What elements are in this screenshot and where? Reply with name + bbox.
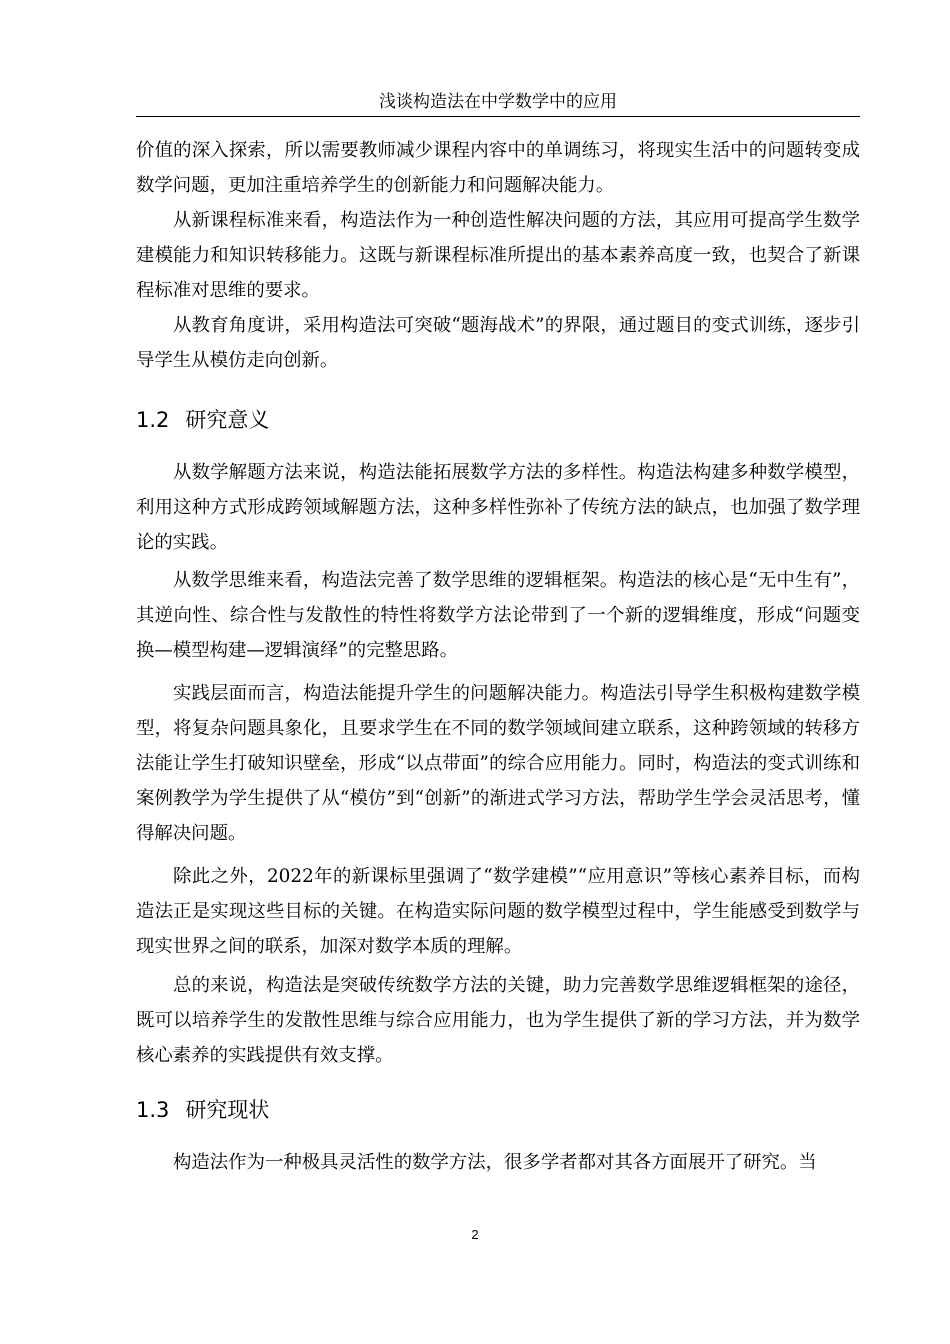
header-divider (136, 116, 860, 117)
paragraph-education-angle: 从教育角度讲，采用构造法可突破“题海战术”的界限，通过题目的变式训练，逐步引导学生从模仿走向创新。 (136, 315, 860, 371)
paragraph-continuation: 价值的深入探索，所以需要教师减少课程内容中的单调练习，将现实生活中的问题转变成数学问题，更加注重培养学生的创新能力和问题解决能力。 (136, 140, 860, 196)
section-number: 1.2 (136, 408, 170, 432)
section-heading-1-2 (136, 404, 860, 436)
page-number: 2 (471, 1227, 479, 1242)
paragraph-problem-solving-methods: 从数学解题方法来说，构造法能拓展数学方法的多样性。构造法构建多种数学模型，利用这种方式形成跨领域解题方法，这种多样性弥补了传统方法的缺点，也加强了数学理论的实践。 (136, 462, 860, 553)
section-heading-1-3 (136, 1094, 860, 1126)
section-title: 研究意义 (185, 408, 270, 432)
paragraph-summary: 总的来说，构造法是突破传统数学方法的关键，助力完善数学思维逻辑框架的途径，既可以培养学生的发散性思维与综合应用能力，也为学生提供了新的学习方法，并为数学核心素养的实践提供有效支撑。 (136, 975, 860, 1066)
paragraph-research-status: 构造法作为一种极具灵活性的数学方法，很多学者都对其各方面展开了研究。当 (173, 1152, 817, 1173)
section-number: 1.3 (136, 1098, 170, 1122)
paragraph-new-curriculum: 从新课程标准来看，构造法作为一种创造性解决问题的方法，其应用可提高学生数学建模能力和知识转移能力。这既与新课程标准所提出的基本素养高度一致，也契合了新课程标准对思维的要求。 (136, 210, 860, 301)
running-header: 浅谈构造法在中学数学中的应用 (379, 92, 617, 112)
section-title: 研究现状 (185, 1098, 270, 1122)
paragraph-new-standards-2022: 除此之外，2022年的新课标里强调了“数学建模”“应用意识”等核心素养目标，而构造法正是实现这些目标的关键。在构造实际问题的数学模型过程中，学生能感受到数学与现实世界之间的联系，加深对数学本质的理解。 (136, 866, 860, 957)
paragraph-practice-level: 实践层面而言，构造法能提升学生的问题解决能力。构造法引导学生积极构建数学模型，将复杂问题具象化，且要求学生在不同的数学领域间建立联系，这种跨领域的转移方法能让学生打破知识壁垒，形成“以点带面”的综合应用能力。同时，构造法的变式训练和案例教学为学生提供了从“模仿”到“创新”的渐进式学习方法，帮助学生学会灵活思考，懂得解决问题。 (136, 683, 860, 844)
paragraph-math-thinking: 从数学思维来看，构造法完善了数学思维的逻辑框架。构造法的核心是“无中生有”，其逆向性、综合性与发散性的特性将数学方法论带到了一个新的逻辑维度，形成“问题变换—模型构建—逻辑演绎”的完整思路。 (136, 570, 860, 661)
